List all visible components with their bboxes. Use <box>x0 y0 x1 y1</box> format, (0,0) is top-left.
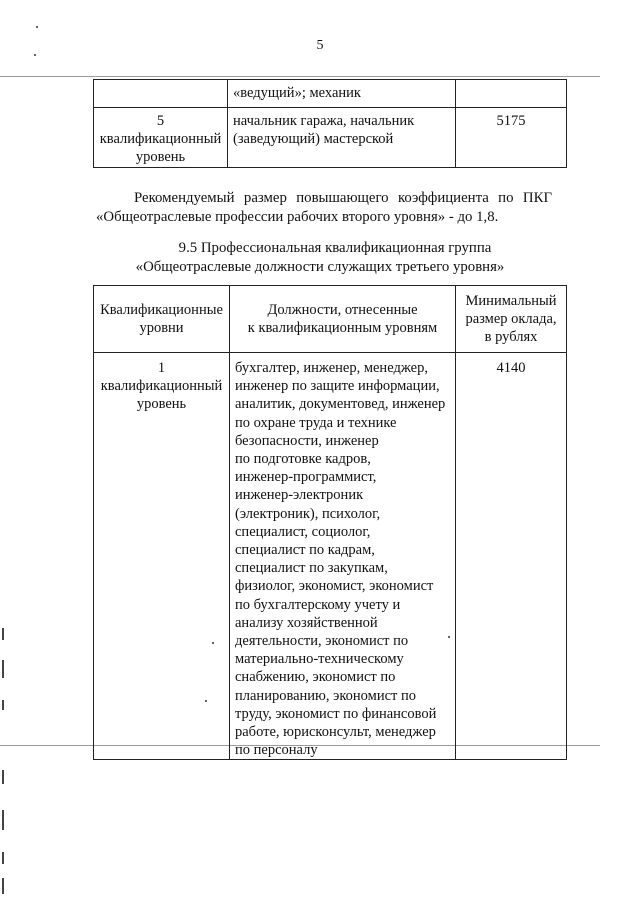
table-row <box>94 80 567 108</box>
table-cell-level <box>94 80 228 108</box>
table-cell-level <box>94 353 230 760</box>
header-salary: Минимальный размер оклада, в рублях <box>456 286 567 353</box>
recommendation-line: «Общеотраслевые профессии рабочих второго уровня» - до 1,8. <box>96 209 499 225</box>
position-line: аналитик, документовед, инженер <box>235 396 446 413</box>
section-title <box>0 239 640 277</box>
level-number: 5 <box>156 113 165 129</box>
position-line: материально-техническому <box>235 651 404 668</box>
recommendation-paragraph <box>96 189 552 227</box>
position-line: по бухгалтерскому учету и <box>235 596 401 613</box>
scan-edge-mark <box>2 628 4 640</box>
scan-edge-mark <box>2 700 4 710</box>
scan-edge-mark <box>2 770 4 784</box>
position-line: снабжению, экономист по <box>235 669 396 686</box>
table-row <box>94 108 567 168</box>
table-cell-positions <box>228 108 456 168</box>
position-line: (заведующий) мастерской <box>233 131 394 148</box>
position-line: по персоналу <box>235 742 318 759</box>
recommendation-line: Рекомендуемый размер повышающего коэффициента по ПКГ <box>134 190 552 206</box>
scan-rule-top <box>0 76 600 77</box>
table-continuation <box>93 79 567 168</box>
position-line: по охране труда и технике <box>235 414 397 431</box>
position-line: по подготовке кадров, <box>235 451 371 468</box>
scan-speck <box>36 26 38 28</box>
header-levels: Квалификационные уровни <box>94 286 230 353</box>
scan-speck <box>34 54 36 56</box>
position-line: бухгалтер, инженер, менеджер, <box>235 360 428 376</box>
position-line: (электроник), психолог, <box>235 505 381 522</box>
header-positions: Должности, отнесенные к квалификационным уровням <box>230 286 456 353</box>
position-line: работе, юрисконсульт, менеджер <box>235 724 436 741</box>
position-line: деятельности, экономист по <box>235 633 409 650</box>
table-cell-positions <box>230 353 456 760</box>
position-lines <box>235 359 455 759</box>
level-label: квалификационный <box>100 378 223 395</box>
table-header-row <box>94 286 567 353</box>
position-line: планированию, экономист по <box>235 687 417 704</box>
position-line: физиолог, экономист, экономист <box>235 578 434 595</box>
position-line: специалист по закупкам, <box>235 560 388 577</box>
table-cell-salary <box>456 80 567 108</box>
position-line: безопасности, инженер <box>235 432 379 449</box>
position-line: специалист, социолог, <box>235 523 371 540</box>
scan-edge-mark <box>2 660 4 678</box>
level-label: уровень <box>136 396 187 413</box>
position-line: инженер по защите информации, <box>235 378 440 395</box>
table-cell-salary: 4140 <box>456 353 567 760</box>
table-row <box>94 353 567 760</box>
table-cell-positions <box>228 80 456 108</box>
positions-text: «ведущий»; механик <box>233 85 361 101</box>
position-line: труду, экономист по финансовой <box>235 705 437 722</box>
section-title-line: «Общеотраслевые должности служащих третьего уровня» <box>135 259 505 275</box>
position-line: инженер-электроник <box>235 487 364 504</box>
level-number: 1 <box>157 360 166 376</box>
position-line: начальник гаража, начальник <box>233 113 415 129</box>
position-line: анализу хозяйственной <box>235 614 378 631</box>
scan-edge-mark <box>2 852 4 864</box>
scan-edge-mark <box>2 810 4 830</box>
table-cell-salary: 5175 <box>456 108 567 168</box>
position-line: инженер-программист, <box>235 469 377 486</box>
position-line: специалист по кадрам, <box>235 542 375 559</box>
level-label: уровень <box>135 149 186 166</box>
level-label: квалификационный <box>99 131 222 148</box>
table-main <box>93 285 567 760</box>
section-title-line: 9.5 Профессиональная квалификационная группа <box>178 240 492 256</box>
scan-edge-mark <box>2 878 4 894</box>
table-cell-level <box>94 108 228 168</box>
page-number: 5 <box>316 38 324 53</box>
